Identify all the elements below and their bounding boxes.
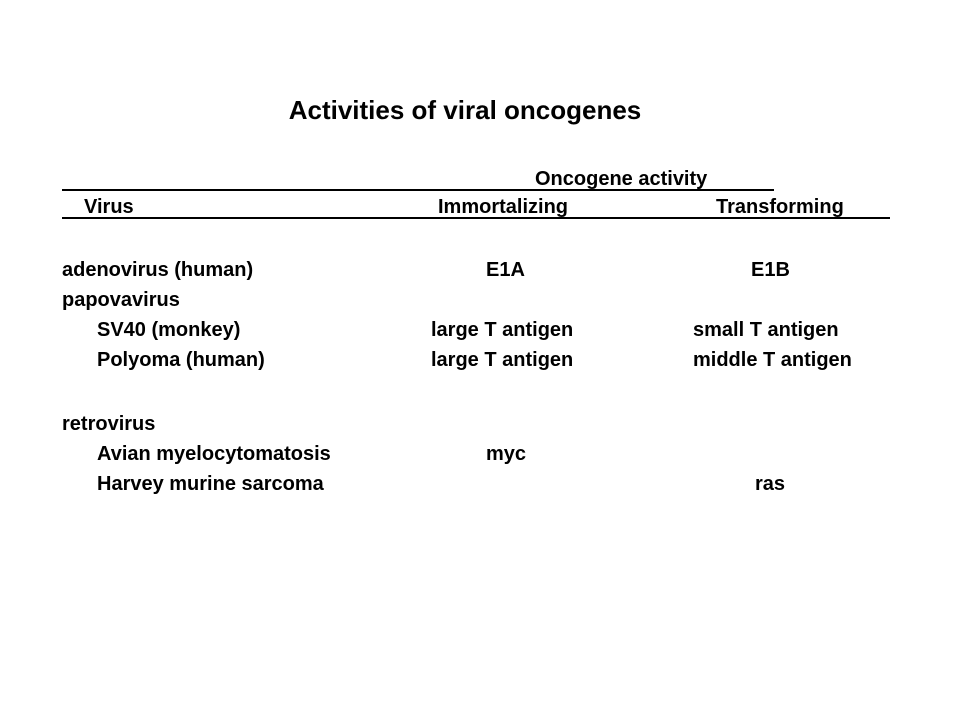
slide-title: Activities of viral oncogenes [288,95,642,125]
row-virus: SV40 (monkey) [97,319,241,341]
row-immortalizing: E1A [486,259,525,281]
row-transforming: middle T antigen [693,349,852,371]
row-virus: retrovirus [62,413,156,435]
header-transforming: Transforming [716,196,844,218]
row-transforming: E1B [751,259,790,281]
row-virus: Avian myelocytomatosis [97,443,331,465]
header-underline-top [62,189,774,191]
header-oncogene-activity: Oncogene activity [535,168,708,190]
row-virus: Polyoma (human) [97,349,265,371]
row-transforming: ras [755,473,786,495]
row-transforming: small T antigen [693,319,839,341]
row-virus: papovavirus [62,289,180,311]
row-immortalizing: myc [486,443,527,465]
row-virus: Harvey murine sarcoma [97,473,324,495]
row-immortalizing: large T antigen [431,319,574,341]
row-virus: adenovirus (human) [62,259,254,281]
row-immortalizing: large T antigen [431,349,574,371]
header-underline-bottom [62,217,890,219]
header-virus: Virus [84,196,134,218]
header-immortalizing: Immortalizing [438,196,569,218]
